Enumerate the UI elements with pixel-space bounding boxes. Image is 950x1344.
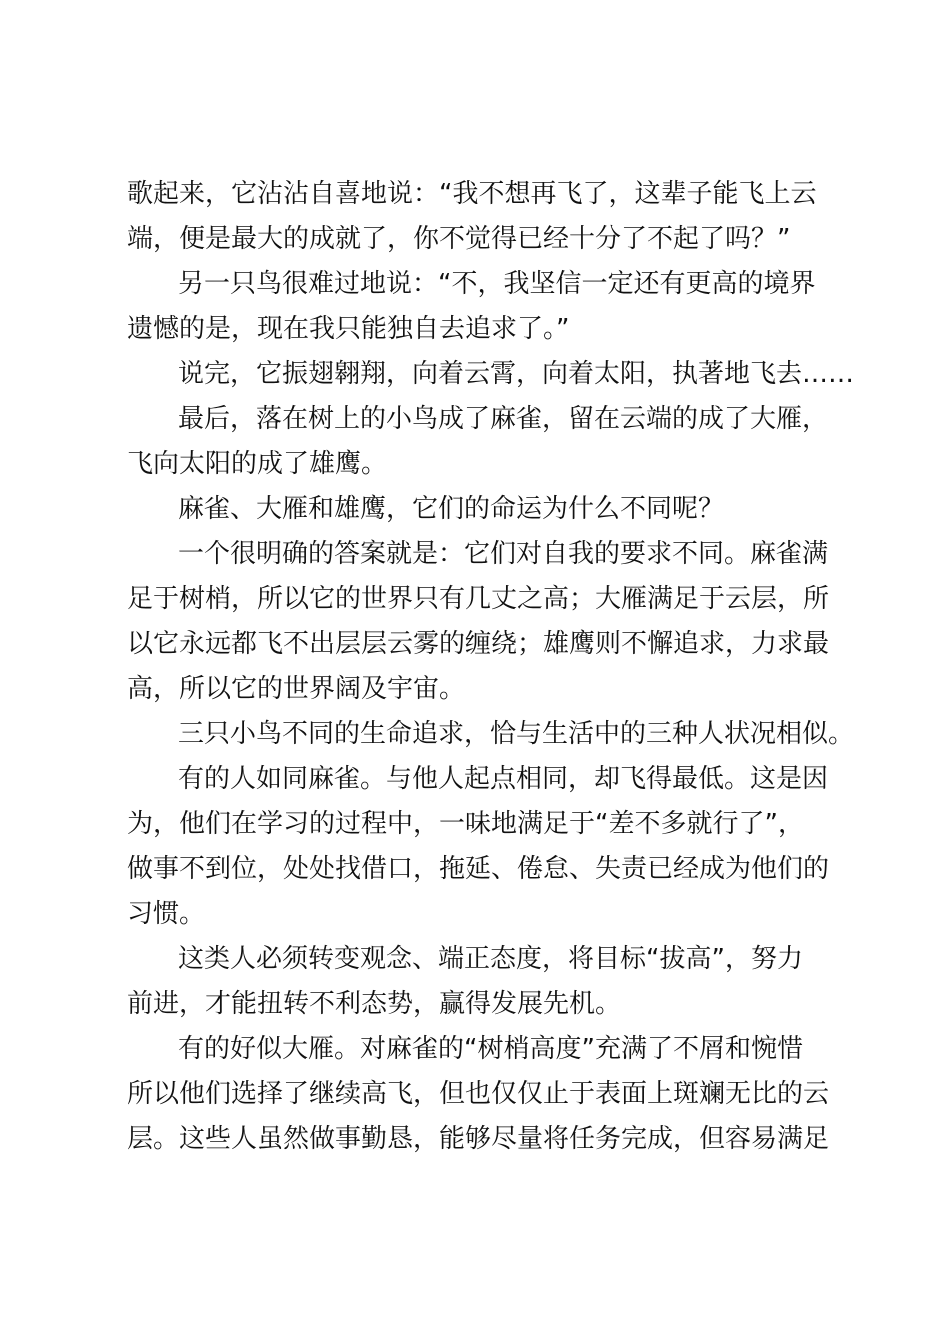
text-line: 所以他们选择了继续高飞，但也仅仅止于表面上斑斓无比的云	[127, 1079, 830, 1109]
text-line: 三只小鸟不同的生命追求，恰与生活中的三种人状况相似。	[178, 719, 855, 749]
text-line: 层。这些人虽然做事勤恳，能够尽量将任务完成，但容易满足	[127, 1124, 830, 1154]
text-line: 麻雀、大雁和雄鹰，它们的命运为什么不同呢？	[178, 494, 725, 524]
text-line: 遗憾的是，现在我只能独自去追求了。”	[127, 314, 570, 344]
text-line: 前进，才能扭转不利态势，赢得发展先机。	[127, 989, 622, 1019]
text-line: 有的人如同麻雀。与他人起点相同，却飞得最低。这是因	[178, 764, 829, 794]
text-line: 端，便是最大的成就了，你不觉得已经十分了不起了吗？”	[127, 224, 791, 254]
text-line: 说完，它振翅翱翔，向着云霄，向着太阳，执著地飞去……	[178, 359, 855, 389]
text-line: 另一只鸟很难过地说：“不，我坚信一定还有更高的境界	[178, 269, 816, 299]
text-line: 习惯。	[127, 899, 206, 929]
text-line: 有的好似大雁。对麻雀的“树梢高度”充满了不屑和惋惜	[178, 1034, 803, 1064]
text-line: 为，他们在学习的过程中，一味地满足于“差不多就行了”，	[127, 809, 804, 839]
text-line: 高，所以它的世界阔及宇宙。	[127, 674, 466, 704]
text-line: 这类人必须转变观念、端正态度，将目标“拔高”，努力	[178, 944, 803, 974]
text-line: 以它永远都飞不出层层云雾的缠绕；雄鹰则不懈追求，力求最	[127, 629, 830, 659]
text-line: 歌起来，它沾沾自喜地说：“我不想再飞了，这辈子能飞上云	[127, 179, 817, 209]
text-line: 做事不到位，处处找借口，拖延、倦怠、失责已经成为他们的	[127, 854, 830, 884]
text-line: 足于树梢，所以它的世界只有几丈之高；大雁满足于云层，所	[127, 584, 830, 614]
text-line: 飞向太阳的成了雄鹰。	[127, 449, 388, 479]
text-line: 一个很明确的答案就是：它们对自我的要求不同。麻雀满	[178, 539, 829, 569]
text-line: 最后，落在树上的小鸟成了麻雀，留在云端的成了大雁，	[178, 404, 829, 434]
